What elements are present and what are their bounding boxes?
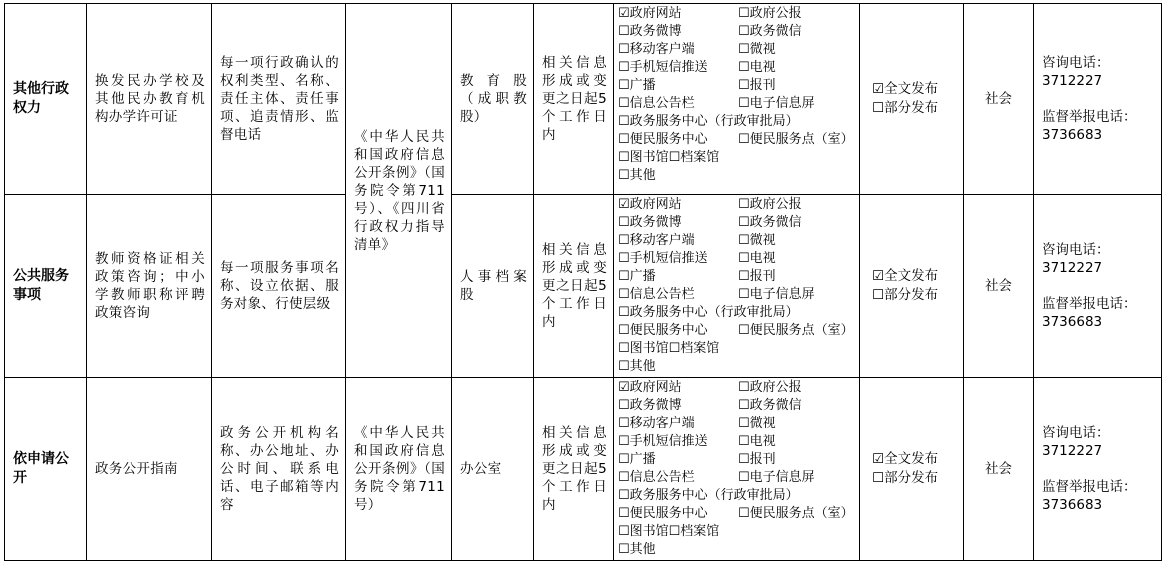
report-phone-label: 监督举报电话： bbox=[1042, 109, 1137, 125]
channel-library-archive[interactable]: ☐图书馆☐档案馆 bbox=[618, 341, 720, 356]
channel-wechat[interactable]: ☐政务微信 bbox=[738, 24, 802, 39]
channel-e-screen[interactable]: ☐电子信息屏 bbox=[738, 470, 815, 485]
item-cell: 换发民办学校及其他民办教育机构办学许可证 bbox=[87, 4, 212, 195]
channel-newspaper[interactable]: ☐报刊 bbox=[738, 269, 776, 284]
consult-phone: 3712227 bbox=[1042, 443, 1103, 459]
department-cell: 人事档案股 bbox=[452, 195, 534, 378]
channel-convenience-center[interactable]: ☐便民服务中心 bbox=[618, 323, 708, 338]
publish-full-checkbox[interactable]: ☑全文发布 bbox=[872, 81, 939, 97]
channel-bulletin-board[interactable]: ☐信息公告栏 bbox=[618, 96, 695, 111]
channel-service-center[interactable]: ☐政务服务中心（行政审批局） bbox=[618, 305, 799, 320]
consult-phone-label: 咨询电话： bbox=[1042, 55, 1110, 71]
channel-newspaper[interactable]: ☐报刊 bbox=[738, 452, 776, 467]
channel-service-center[interactable]: ☐政务服务中心（行政审批局） bbox=[618, 114, 799, 129]
item-cell: 教师资格证相关政策咨询；中小学教师职称评聘政策咨询 bbox=[87, 195, 212, 378]
channel-convenience-center[interactable]: ☐便民服务中心 bbox=[618, 506, 708, 521]
channel-radio[interactable]: ☐广播 bbox=[618, 269, 656, 284]
table-row bbox=[5, 195, 1162, 378]
channel-library-archive[interactable]: ☐图书馆☐档案馆 bbox=[618, 150, 720, 165]
channel-checkbox-group bbox=[618, 196, 857, 376]
channel-other[interactable]: ☐其他 bbox=[618, 542, 656, 557]
target-cell: 社会 bbox=[964, 4, 1034, 195]
department-cell: 教育股（成职教股） bbox=[452, 4, 534, 195]
channel-radio[interactable]: ☐广播 bbox=[618, 452, 656, 467]
time-limit-cell: 相关信息形成或变更之日起5个工作日内 bbox=[534, 4, 614, 195]
channel-weibo[interactable]: ☐政务微博 bbox=[618, 24, 682, 39]
channels-cell bbox=[614, 195, 860, 378]
channel-bulletin-board[interactable]: ☐信息公告栏 bbox=[618, 287, 695, 302]
consult-phone: 3712227 bbox=[1042, 73, 1103, 89]
channel-wechat[interactable]: ☐政务微信 bbox=[738, 398, 802, 413]
publish-full-checkbox[interactable]: ☑全文发布 bbox=[872, 451, 939, 467]
channel-e-screen[interactable]: ☐电子信息屏 bbox=[738, 96, 815, 111]
contact-cell bbox=[1034, 378, 1162, 561]
department-cell: 办公室 bbox=[452, 378, 534, 561]
channel-convenience-point[interactable]: ☐便民服务点（室） bbox=[738, 323, 854, 338]
publish-partial-checkbox[interactable]: ☐部分发布 bbox=[872, 100, 939, 116]
channel-gov-gazette[interactable]: ☐政府公报 bbox=[738, 380, 802, 395]
report-phone: 3736683 bbox=[1042, 127, 1103, 143]
channel-gov-gazette[interactable]: ☐政府公报 bbox=[738, 6, 802, 21]
channel-weibo[interactable]: ☐政务微博 bbox=[618, 215, 682, 230]
report-phone-label: 监督举报电话： bbox=[1042, 479, 1137, 495]
time-limit-cell: 相关信息形成或变更之日起5个工作日内 bbox=[534, 378, 614, 561]
channel-checkbox-group bbox=[618, 5, 857, 185]
channel-gov-gazette[interactable]: ☐政府公报 bbox=[738, 197, 802, 212]
content-cell: 每一项行政确认的权利类型、名称、责任主体、责任事项、追责情形、监督电话 bbox=[212, 4, 346, 195]
channel-micro-video[interactable]: ☐微视 bbox=[738, 233, 776, 248]
report-phone: 3736683 bbox=[1042, 497, 1103, 513]
report-phone: 3736683 bbox=[1042, 314, 1103, 330]
publish-partial-checkbox[interactable]: ☐部分发布 bbox=[872, 287, 939, 303]
publish-mode-cell bbox=[860, 4, 964, 195]
channel-micro-video[interactable]: ☐微视 bbox=[738, 42, 776, 57]
channel-gov-website[interactable]: ☑政府网站 bbox=[618, 197, 682, 212]
channel-mobile-client[interactable]: ☐移动客户端 bbox=[618, 233, 695, 248]
content-cell: 政务公开机构名称、办公地址、办公时间、联系电话、电子邮箱等内容 bbox=[212, 378, 346, 561]
channel-weibo[interactable]: ☐政务微博 bbox=[618, 398, 682, 413]
table-row bbox=[5, 378, 1162, 561]
channel-convenience-point[interactable]: ☐便民服务点（室） bbox=[738, 506, 854, 521]
contact-cell bbox=[1034, 195, 1162, 378]
channels-cell bbox=[614, 4, 860, 195]
disclosure-table bbox=[4, 3, 1162, 561]
publish-mode-cell bbox=[860, 195, 964, 378]
channel-radio[interactable]: ☐广播 bbox=[618, 78, 656, 93]
channel-other[interactable]: ☐其他 bbox=[618, 168, 656, 183]
channel-sms[interactable]: ☐手机短信推送 bbox=[618, 434, 708, 449]
channel-e-screen[interactable]: ☐电子信息屏 bbox=[738, 287, 815, 302]
channel-sms[interactable]: ☐手机短信推送 bbox=[618, 60, 708, 75]
publish-mode-cell bbox=[860, 378, 964, 561]
table-row bbox=[5, 4, 1162, 195]
basis-cell: 《中华人民共和国政府信息公开条例》（国务院令第711号） bbox=[346, 378, 452, 561]
consult-phone-label: 咨询电话： bbox=[1042, 425, 1110, 441]
category-cell: 其他行政权力 bbox=[5, 4, 87, 195]
publish-full-checkbox[interactable]: ☑全文发布 bbox=[872, 268, 939, 284]
channels-cell bbox=[614, 378, 860, 561]
channel-sms[interactable]: ☐手机短信推送 bbox=[618, 251, 708, 266]
channel-tv[interactable]: ☐电视 bbox=[738, 251, 776, 266]
channel-convenience-center[interactable]: ☐便民服务中心 bbox=[618, 132, 708, 147]
content-cell: 每一项服务事项名称、设立依据、服务对象、行使层级 bbox=[212, 195, 346, 378]
item-cell: 政务公开指南 bbox=[87, 378, 212, 561]
channel-micro-video[interactable]: ☐微视 bbox=[738, 416, 776, 431]
consult-phone: 3712227 bbox=[1042, 260, 1103, 276]
contact-cell bbox=[1034, 4, 1162, 195]
basis-cell: 《中华人民共和国政府信息公开条例》（国务院令第711号）、《四川省行政权力指导清单》 bbox=[346, 4, 452, 378]
channel-service-center[interactable]: ☐政务服务中心（行政审批局） bbox=[618, 488, 799, 503]
channel-checkbox-group bbox=[618, 379, 857, 559]
target-cell: 社会 bbox=[964, 378, 1034, 561]
consult-phone-label: 咨询电话： bbox=[1042, 242, 1110, 258]
channel-convenience-point[interactable]: ☐便民服务点（室） bbox=[738, 132, 854, 147]
publish-partial-checkbox[interactable]: ☐部分发布 bbox=[872, 470, 939, 486]
channel-tv[interactable]: ☐电视 bbox=[738, 434, 776, 449]
channel-gov-website[interactable]: ☑政府网站 bbox=[618, 6, 682, 21]
channel-wechat[interactable]: ☐政务微信 bbox=[738, 215, 802, 230]
target-cell: 社会 bbox=[964, 195, 1034, 378]
channel-bulletin-board[interactable]: ☐信息公告栏 bbox=[618, 470, 695, 485]
category-cell: 公共服务事项 bbox=[5, 195, 87, 378]
channel-tv[interactable]: ☐电视 bbox=[738, 60, 776, 75]
channel-gov-website[interactable]: ☑政府网站 bbox=[618, 380, 682, 395]
time-limit-cell: 相关信息形成或变更之日起5个工作日内 bbox=[534, 195, 614, 378]
channel-library-archive[interactable]: ☐图书馆☐档案馆 bbox=[618, 524, 720, 539]
channel-mobile-client[interactable]: ☐移动客户端 bbox=[618, 42, 695, 57]
category-cell: 依申请公开 bbox=[5, 378, 87, 561]
channel-other[interactable]: ☐其他 bbox=[618, 359, 656, 374]
channel-mobile-client[interactable]: ☐移动客户端 bbox=[618, 416, 695, 431]
report-phone-label: 监督举报电话： bbox=[1042, 296, 1137, 312]
channel-newspaper[interactable]: ☐报刊 bbox=[738, 78, 776, 93]
